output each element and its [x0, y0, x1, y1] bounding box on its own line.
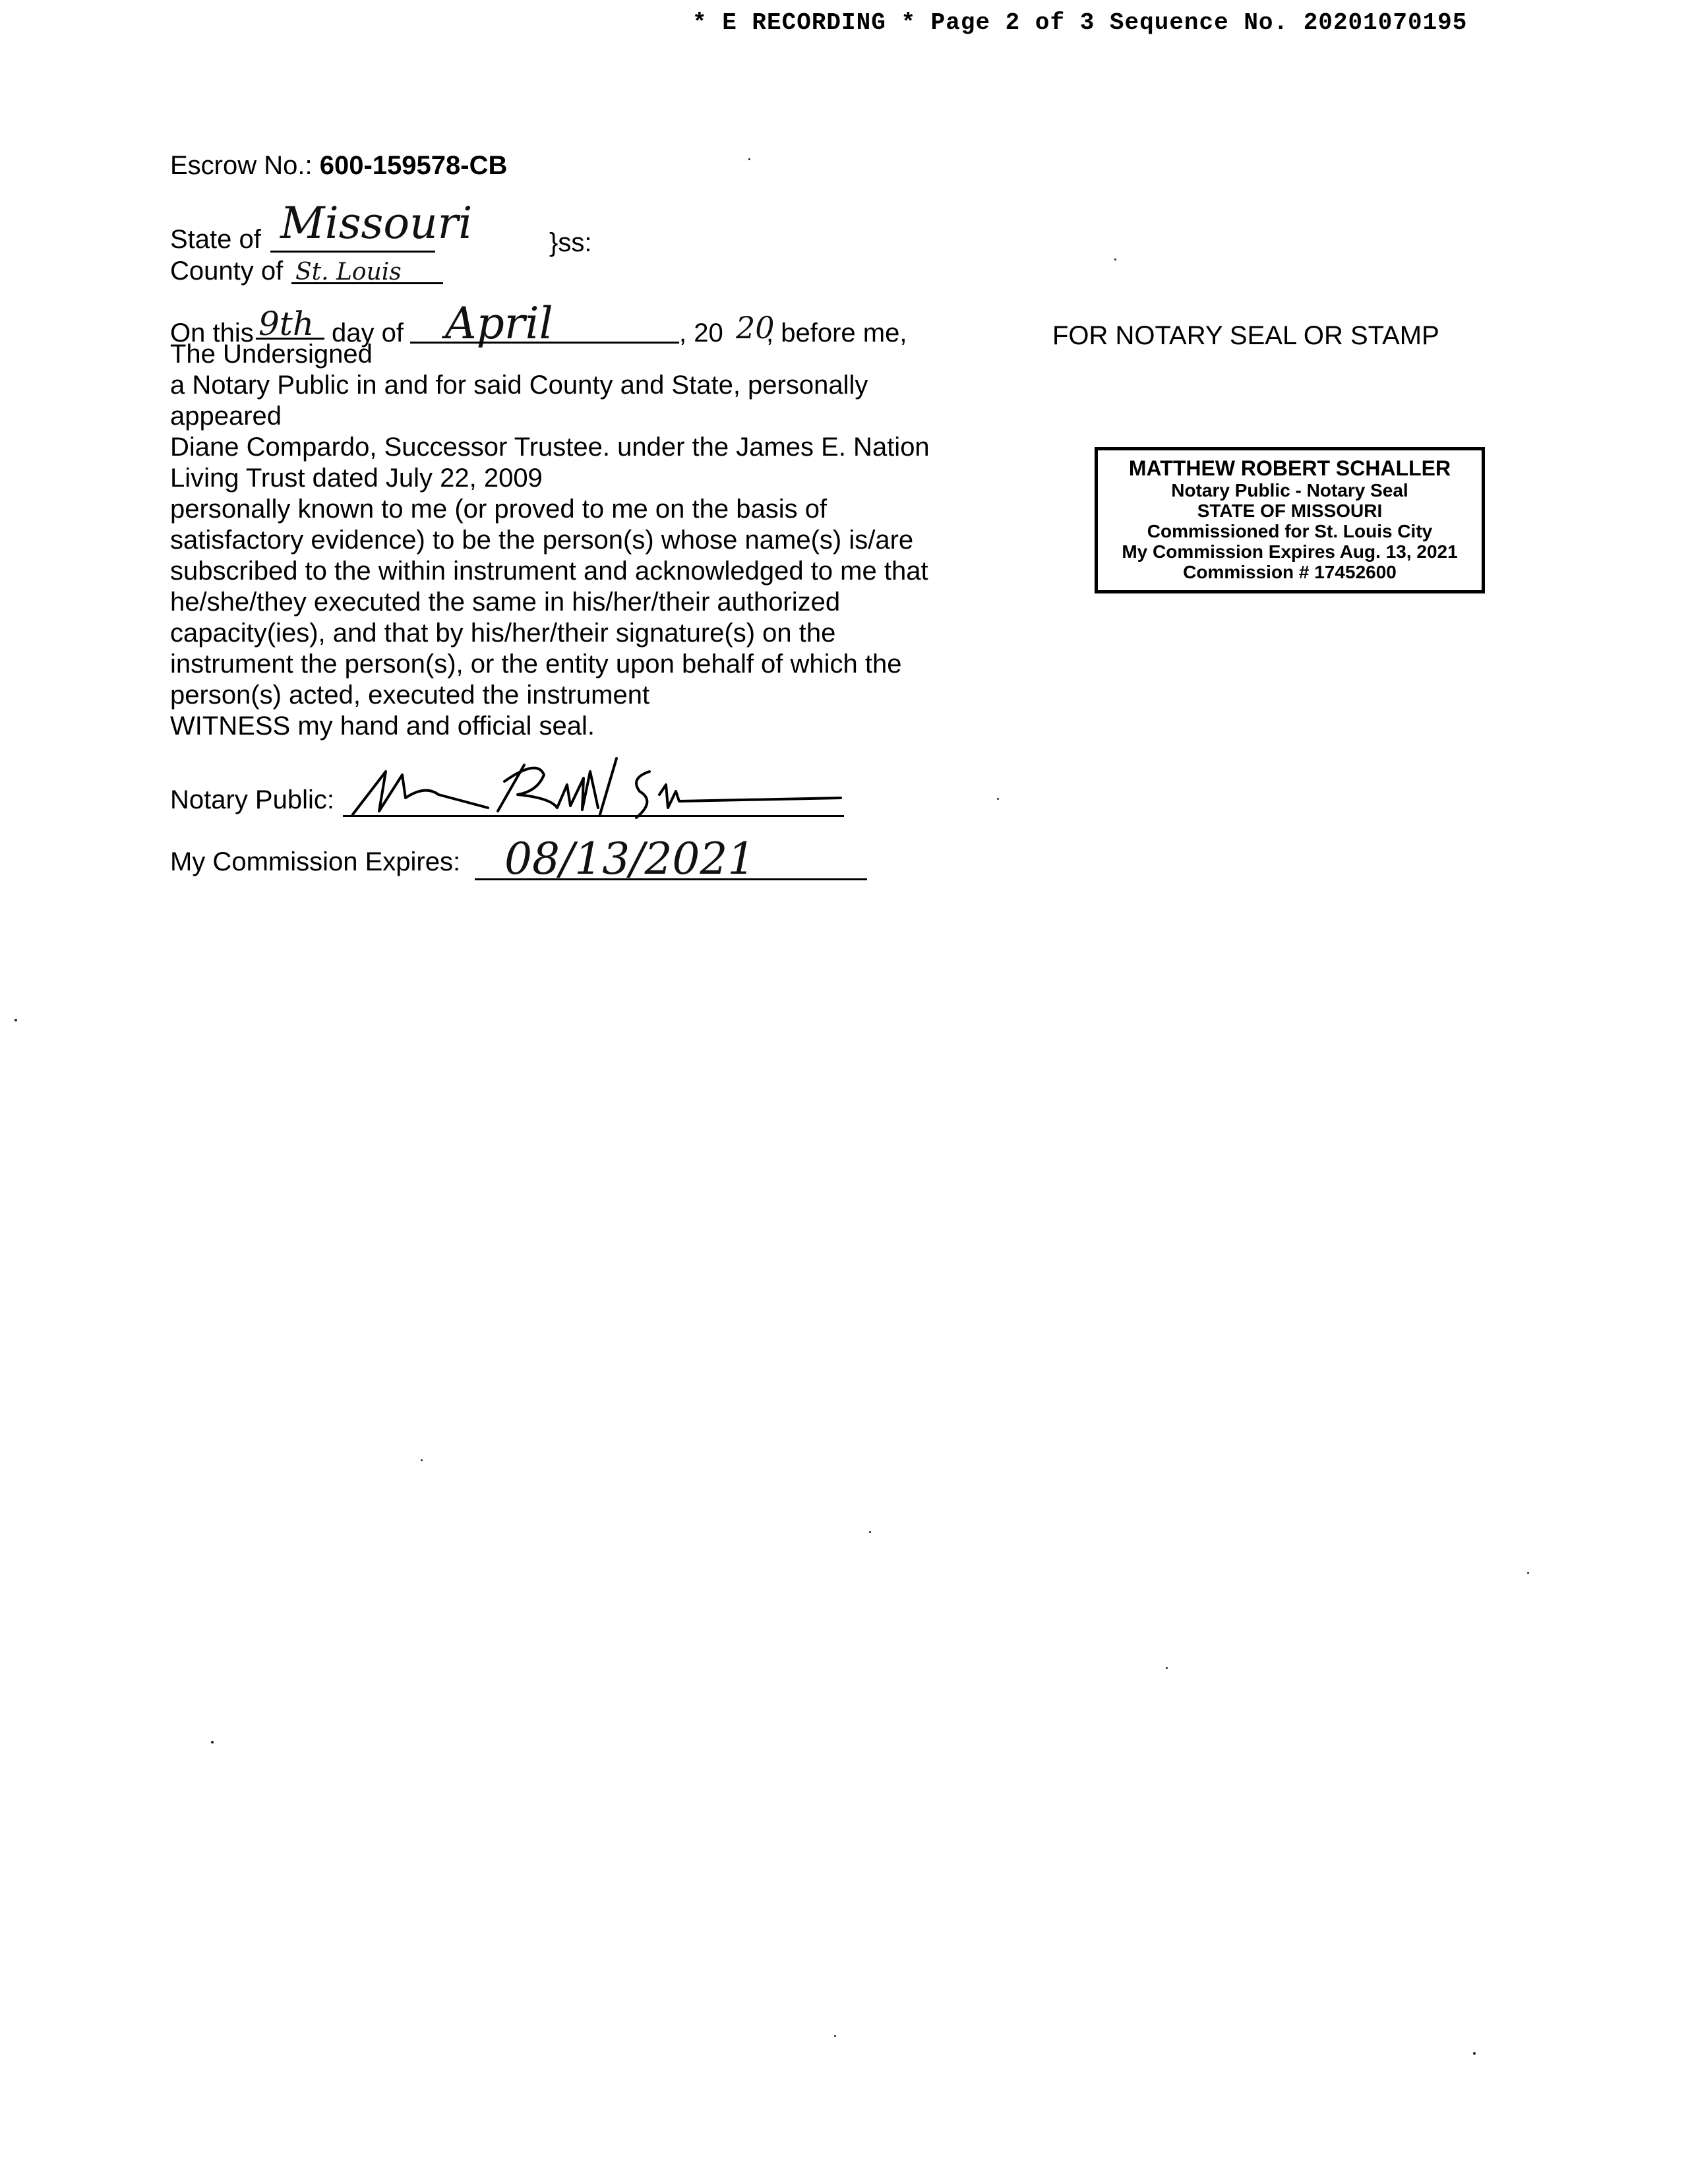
state-handwritten-value: Missouri	[280, 198, 473, 249]
commission-expires-handwritten-value: 08/13/2021	[504, 834, 756, 884]
ack-line: appeared	[170, 402, 282, 431]
ack-line: Diane Compardo, Successor Trustee. under the James E. Nation	[170, 433, 930, 462]
stamp-notary-name: MATTHEW ROBERT SCHALLER	[1128, 456, 1451, 480]
day-handwritten-value: 9th	[258, 305, 315, 343]
state-label: State of	[170, 225, 261, 254]
escrow-number: 600-159578-CB	[319, 151, 508, 180]
month-handwritten-value: April	[445, 298, 553, 349]
scan-speck	[1114, 258, 1116, 260]
escrow-label: Escrow No.:	[170, 151, 313, 180]
state-underline	[270, 251, 435, 253]
ack-line: he/she/they executed the same in his/her/their authorized	[170, 588, 841, 617]
before-me-label: , before me,	[766, 318, 907, 348]
scan-speck	[997, 798, 999, 800]
ss-label: }ss:	[549, 228, 592, 257]
notary-stamp	[1095, 447, 1485, 593]
scan-speck	[1473, 2052, 1476, 2055]
ack-line: person(s) acted, executed the instrument	[170, 681, 650, 710]
acknowledgment-body	[170, 339, 1001, 742]
on-this-label: On this	[170, 318, 254, 348]
ack-line: capacity(ies), and that by his/her/their signature(s) on the	[170, 619, 836, 648]
ack-line: instrument the person(s), or the entity upon behalf of which the	[170, 650, 902, 679]
recording-header: * E RECORDING * Page 2 of 3 Sequence No. 20201070195	[692, 9, 1468, 36]
scan-speck	[421, 1459, 423, 1461]
county-label: County of	[170, 257, 284, 286]
notary-seal-area-label: FOR NOTARY SEAL OR STAMP	[1052, 321, 1439, 350]
day-of-label: day of	[332, 318, 404, 348]
commission-expires-label: My Commission Expires:	[170, 847, 461, 876]
escrow-row	[170, 150, 507, 181]
scan-speck	[15, 1019, 17, 1021]
year-prefix: , 20	[679, 318, 723, 348]
scan-speck	[1527, 1572, 1529, 1574]
notary-public-label: Notary Public:	[170, 785, 334, 814]
scan-speck	[748, 158, 750, 160]
year-handwritten-value: 20	[736, 310, 775, 346]
ack-line: satisfactory evidence) to be the person(s) whose name(s) is/are	[170, 526, 914, 555]
ack-line: personally known to me (or proved to me on the basis of	[170, 495, 828, 524]
scan-speck	[834, 2035, 836, 2037]
county-underline	[291, 282, 443, 284]
ack-line: Living Trust dated July 22, 2009	[170, 464, 543, 493]
scan-speck	[211, 1741, 214, 1744]
ack-line: The Undersigned	[170, 340, 373, 369]
stamp-line: Commissioned for St. Louis City	[1147, 521, 1433, 541]
stamp-line: STATE OF MISSOURI	[1197, 501, 1383, 521]
scan-speck	[869, 1531, 871, 1533]
stamp-line: My Commission Expires Aug. 13, 2021	[1122, 541, 1458, 562]
ack-line: subscribed to the within instrument and acknowledged to me that	[170, 557, 928, 586]
notary-signature-image	[340, 745, 847, 824]
county-handwritten-value: St. Louis	[295, 258, 402, 286]
stamp-line: Notary Public - Notary Seal	[1171, 480, 1408, 501]
notary-signature-line	[343, 815, 844, 817]
ack-line: WITNESS my hand and official seal.	[170, 712, 595, 741]
commission-expires-underline	[475, 878, 867, 880]
scan-speck	[1166, 1667, 1168, 1669]
stamp-line: Commission # 17452600	[1183, 562, 1397, 582]
ack-line: a Notary Public in and for said County and State, personally	[170, 371, 868, 400]
